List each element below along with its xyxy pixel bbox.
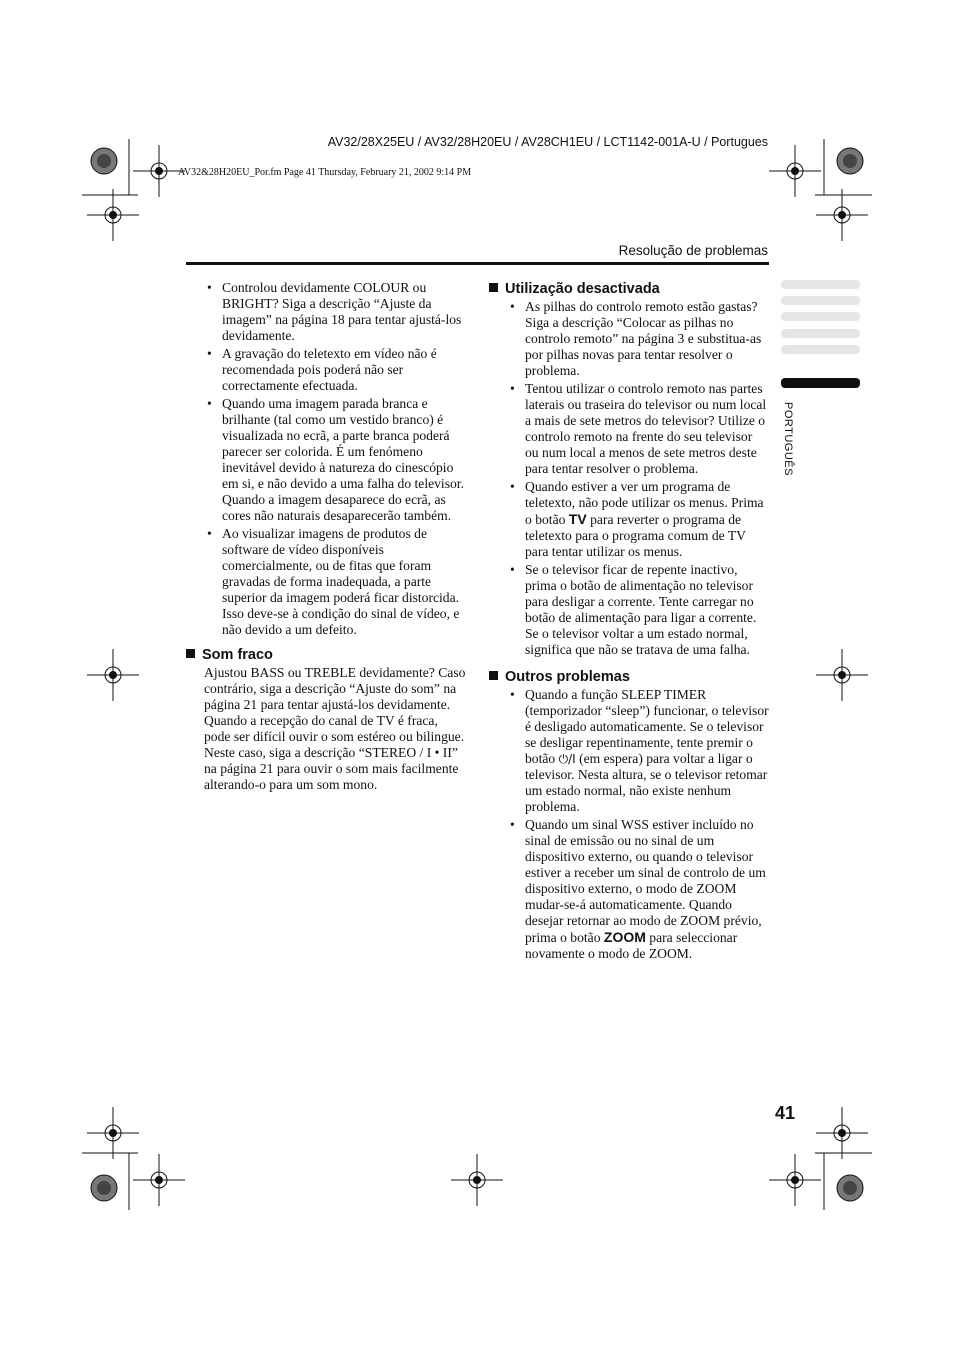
registration-mark-icon	[87, 649, 139, 701]
sidebar-tab-active	[781, 378, 860, 388]
heading-utilizacao	[489, 280, 769, 298]
registration-star-icon	[91, 1175, 117, 1201]
list-item: • Ao visualizar imagens de produtos de software de vídeo disponíveis comercialmente, ou de fitas que foram gravadas de forma inadequada, a parte superior da imagem poderá ficar distorcida. Isso deve-se à condição do sinal de vídeo, e não devido a um defeito.	[204, 526, 466, 638]
list-item: • As pilhas do controlo remoto estão gastas? Siga a descrição “Colocar as pilhas no controlo remoto” na página 3 e substitua-as por pilhas novas para tentar resolver o problema.	[507, 299, 769, 379]
page-number: 41	[774, 1103, 795, 1123]
sidebar-tab	[781, 345, 860, 354]
sidebar-tab	[781, 312, 860, 321]
heading-text: Outros problemas	[505, 669, 630, 685]
text: Quando um sinal WSS estiver incluído no sinal de emissão ou no sinal de um dispositivo externo, ou quando o televisor estiver a receber um sinal de controlo de um dispositivo externo, o modo de ZOOM mudar-se-á automaticamente. Quando desejar retornar ao modo de ZOOM prévio, prima o botão	[525, 817, 766, 945]
standby-key-label: ⏻/I	[558, 752, 576, 766]
list-item: • Quando uma imagem parada branca e brilhante (tal como um vestido branco) é visualizada no ecrã, a parte branca poderá parecer ser colorida. É um fenómeno inevitável devido à natureza do cinescópio em si, e não devido a uma falha do televisor. Quando a imagem desaparece do ecrã, as cores não naturais desaparecerão também.	[204, 396, 466, 524]
heading-text: Utilização desactivada	[505, 281, 660, 297]
heading-text: Som fraco	[202, 647, 273, 663]
registration-mark-icon	[816, 1107, 868, 1159]
tv-key-label: TV	[568, 511, 587, 527]
list-item: • Controlou devidamente COLOUR ou BRIGHT? Siga a descrição “Ajuste da imagem” na página 18 para tentar ajustá-los devidamente.	[204, 280, 466, 344]
registration-star-icon	[91, 148, 117, 174]
text: (em espera) para voltar a ligar o televisor. Nesta altura, se o televisor retomar um estado normal, não existe nenhum problema.	[525, 751, 768, 814]
square-bullet-icon	[489, 283, 498, 292]
text: Quando estiver a ver um programa de teletexto, não pode utilizar os menus. Prima o botão	[525, 479, 764, 527]
square-bullet-icon	[186, 649, 195, 658]
registration-mark-icon	[87, 189, 139, 241]
sidebar-tab	[781, 329, 860, 338]
list-item: • Tentou utilizar o controlo remoto nas partes laterais ou traseira do televisor ou num local a mais de sete metros do televisor? Utilize o controlo remoto na frente do seu televisor ou num local a menos de sete metros deste para tentar resolver o problema.	[507, 381, 769, 477]
sidebar-language-label: PORTUGUÊS	[782, 402, 794, 476]
square-bullet-icon	[489, 671, 498, 680]
registration-mark-icon	[816, 649, 868, 701]
heading-som-fraco	[186, 646, 466, 664]
bullet-list	[507, 687, 769, 962]
list-item	[507, 479, 769, 560]
left-column	[204, 280, 466, 793]
header-rule	[186, 262, 769, 265]
text: para reverter o programa de teletexto para o programa comum de TV para tentar utilizar os menus.	[525, 512, 746, 559]
sidebar-tab	[781, 296, 860, 305]
bullet-list	[204, 280, 466, 638]
list-item	[507, 687, 769, 815]
list-item: • Se o televisor ficar de repente inactivo, prima o botão de alimentação no televisor para desligar a corrente. Tente carregar no botão de alimentação para ligar a corrente. Se o televisor voltar a um estado normal, significa que não se tratava de uma falha.	[507, 562, 769, 658]
registration-mark-icon	[769, 1154, 821, 1206]
paragraph: Ajustou BASS ou TREBLE devidamente? Caso contrário, siga a descrição “Ajuste do som” na página 21 para tentar ajustá-los devidamente.	[204, 665, 466, 712]
heading-outros	[489, 668, 769, 686]
list-item	[507, 817, 769, 962]
section-title: Resolução de problemas	[618, 243, 768, 258]
registration-mark-icon	[451, 1154, 503, 1206]
file-info-line: AV32&28H20EU_Por.fm Page 41 Thursday, February 21, 2002 9:14 PM	[178, 167, 472, 178]
zoom-key-label: ZOOM	[603, 929, 646, 945]
text: para seleccionar novamente o modo de ZOOM.	[525, 930, 738, 961]
registration-star-icon	[837, 1175, 863, 1201]
bullet-list	[507, 299, 769, 658]
text: Quando a função SLEEP TIMER (temporizador “sleep”) funcionar, o televisor é desligado automaticamente. Se o televisor se desligar repentinamente, tente premir o botão	[525, 687, 769, 766]
registration-mark-icon	[769, 145, 821, 197]
model-line: AV32/28X25EU / AV32/28H20EU / AV28CH1EU / LCT1142-001A-U / Portugues	[327, 135, 768, 149]
sidebar-tab	[781, 280, 860, 289]
registration-mark-icon	[133, 1154, 185, 1206]
paragraph: Quando a recepção do canal de TV é fraca, pode ser difícil ouvir o som estéreo ou bilingue. Neste caso, siga a descrição “STEREO / I • II” na página 21 para ouvir o som mais facilmente alterando-o para um som mono.	[204, 713, 465, 792]
right-column	[507, 280, 769, 964]
registration-star-icon	[837, 148, 863, 174]
registration-mark-icon	[816, 189, 868, 241]
list-item: • A gravação do teletexto em vídeo não é recomendada pois poderá não ser correctamente efectuada.	[204, 346, 466, 394]
